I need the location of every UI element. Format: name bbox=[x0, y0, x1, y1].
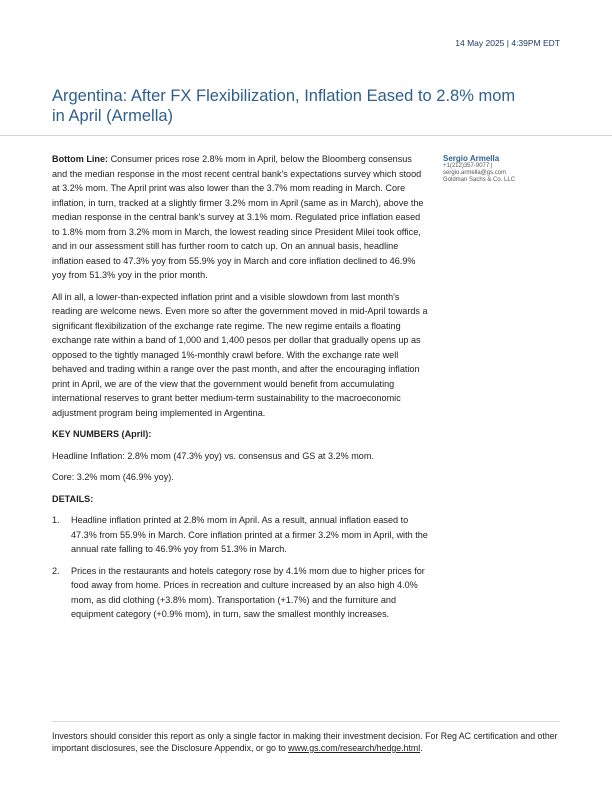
list-item-text: Prices in the restaurants and hotels category rose by 4.1% mom due to higher prices for food away from home. Prices in recreation and culture increased by an also high 4.0% mom, as did clothing (+3.8% mom). Transportation (+1.7%) and the furniture and equipment category (+0.9% mom), in turn, saw the smallest monthly increases. bbox=[71, 565, 425, 619]
author-name[interactable]: Sergio Armella bbox=[443, 154, 500, 163]
bottom-line-paragraph bbox=[52, 152, 428, 283]
report-date: 14 May 2025 | 4:39PM EDT bbox=[455, 38, 560, 48]
analysis-paragraph: All in all, a lower-than-expected inflation print and a visible slowdown from last month's reading are welcome news. Even more so after the government moved in mid-April towards a significant flexibilization of the exchange rate regime. The new regime entails a floating exchange rate within a band of 1,000 and 1,400 pesos per dollar that gradually opens up as opposed to the tightly managed 1%-monthly crawl before. With the exchange rate well behaved and trading within a range over the past month, and after the encouraging inflation print in April, we are of the view that the government would benefit from accumulating international reserves to grant better medium-term sustainability to the macroeconomic adjustment program being implemented in Argentina. bbox=[52, 291, 428, 418]
bottom-line-text: Consumer prices rose 2.8% mom in April, below the Bloomberg consensus and the median response in the most recent central bank's expectations survey which stood at 3.2% mom. The April print was also lower than the 3.7% mom reading in March. Core inflation, in turn, tracked at a slightly firmer 3.2% mom in April (same as in March), above the median response in the central bank's survey at 3.1% mom. Regulated price inflation eased to 1.8% mom from 3.2% mom in March, the lowest reading since President Milei took office, and in our assessment still has further room to catch up. On an annual basis, headline inflation eased to 47.3% yoy from 55.9% yoy in March and core inflation declined to 46.9% yoy from 51.3% yoy in the prior month. bbox=[52, 154, 424, 280]
author-email[interactable]: sergio.armella@gs.com bbox=[443, 170, 507, 176]
disclosure-footer bbox=[52, 731, 560, 755]
disclosure-text: Investors should consider this report as only a single factor in making their investment decision. For Reg AC certification and other important disclosures, see the Disclosure Appendix, or go to bbox=[52, 731, 558, 753]
author-block bbox=[443, 154, 573, 184]
header-divider bbox=[0, 135, 612, 136]
key-headline-inflation: Headline Inflation: 2.8% mom (47.3% yoy) vs. consensus and GS at 3.2% mom. bbox=[52, 450, 374, 461]
list-item-text: Headline inflation printed at 2.8% mom in April. As a result, annual inflation eased to 47.3% from 55.9% in March. Core inflation printed at a firmer 3.2% mom in April, with the annual rate falling to 46.9% yoy from 51.3% in March. bbox=[71, 515, 428, 554]
key-numbers-heading: KEY NUMBERS (April): bbox=[52, 429, 152, 439]
list-item-number: 1. bbox=[52, 515, 60, 525]
author-phone: +1(212)357-9077 | bbox=[443, 163, 493, 169]
report-title: Argentina: After FX Flexibilization, Inflation Eased to 2.8% mom in April (Armella) bbox=[52, 87, 516, 125]
list-item bbox=[52, 564, 428, 622]
list-item bbox=[52, 513, 428, 557]
key-core-inflation: Core: 3.2% mom (46.9% yoy). bbox=[52, 472, 174, 482]
disclosure-end: . bbox=[420, 742, 423, 753]
details-heading: DETAILS: bbox=[52, 493, 94, 504]
list-item-number: 2. bbox=[52, 565, 60, 576]
disclosure-link[interactable]: www.gs.com/research/hedge.html bbox=[288, 742, 421, 753]
bottom-line-label: Bottom Line: bbox=[52, 154, 109, 164]
author-firm: Goldman Sachs & Co. LLC bbox=[443, 177, 516, 183]
footer-divider bbox=[52, 721, 560, 722]
report-body bbox=[52, 152, 428, 629]
details-list bbox=[52, 513, 428, 622]
